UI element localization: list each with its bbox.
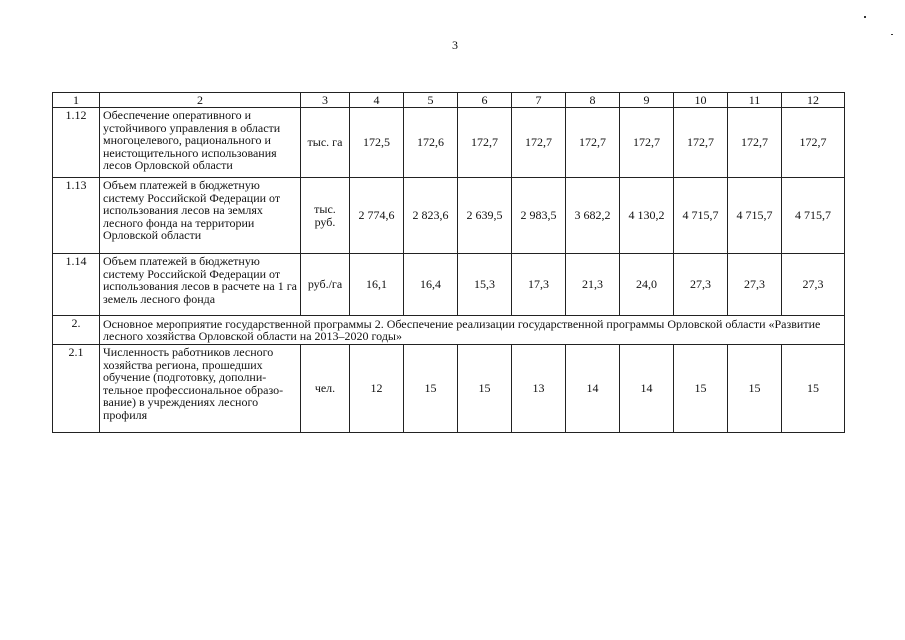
scan-speck xyxy=(891,34,893,35)
value-cell: 24,0 xyxy=(620,254,674,316)
indicator-description: Объем платежей в бюджетную систему Российской Федерации от использования лесов в расчете на 1 га земель лесного фонда xyxy=(100,254,301,316)
value-cell: 172,6 xyxy=(404,108,458,178)
value-cell: 15 xyxy=(458,345,512,433)
table-row xyxy=(53,345,845,433)
value-cell: 172,7 xyxy=(566,108,620,178)
page-number: 3 xyxy=(452,38,458,52)
indicator-description: Обеспечение оперативного и устойчивого управления в области многоцелевого, рационального и неистощительного использования лесов Орловской области xyxy=(100,108,301,178)
column-header: 3 xyxy=(301,93,350,108)
value-cell: 4 130,2 xyxy=(620,178,674,254)
value-cell: 27,3 xyxy=(674,254,728,316)
value-cell: 16,1 xyxy=(350,254,404,316)
value-cell: 3 682,2 xyxy=(566,178,620,254)
column-header: 4 xyxy=(350,93,404,108)
value-cell: 27,3 xyxy=(782,254,845,316)
table-row xyxy=(53,254,845,316)
value-cell: 172,7 xyxy=(620,108,674,178)
value-cell: 4 715,7 xyxy=(782,178,845,254)
indicator-description: Численность работников лесного хозяйства региона, прошедших обучение (подготовку, дополни-тельное профессиональное образо-вание) в учреждениях лесного профиля xyxy=(100,345,301,433)
value-cell: 15 xyxy=(728,345,782,433)
row-number: 2.1 xyxy=(53,345,100,433)
value-cell: 2 774,6 xyxy=(350,178,404,254)
value-cell: 21,3 xyxy=(566,254,620,316)
table-row xyxy=(53,108,845,178)
row-number: 2. xyxy=(53,316,100,345)
value-cell: 16,4 xyxy=(404,254,458,316)
unit-cell: чел. xyxy=(301,345,350,433)
value-cell: 172,5 xyxy=(350,108,404,178)
value-cell: 12 xyxy=(350,345,404,433)
value-cell: 13 xyxy=(512,345,566,433)
indicator-table xyxy=(52,92,845,433)
column-header: 6 xyxy=(458,93,512,108)
table-row xyxy=(53,178,845,254)
value-cell: 172,7 xyxy=(458,108,512,178)
column-header: 2 xyxy=(100,93,301,108)
value-cell: 2 983,5 xyxy=(512,178,566,254)
column-header: 1 xyxy=(53,93,100,108)
scan-speck xyxy=(864,16,866,18)
section-row xyxy=(53,316,845,345)
column-header: 12 xyxy=(782,93,845,108)
value-cell: 15 xyxy=(674,345,728,433)
row-number: 1.13 xyxy=(53,178,100,254)
column-header-row xyxy=(53,93,845,108)
value-cell: 4 715,7 xyxy=(674,178,728,254)
value-cell: 4 715,7 xyxy=(728,178,782,254)
unit-cell: тыс. руб. xyxy=(301,178,350,254)
value-cell: 2 639,5 xyxy=(458,178,512,254)
indicator-description: Объем платежей в бюджетную систему Российской Федерации от использования лесов на землях лесного фонда на территории Орловской области xyxy=(100,178,301,254)
column-header: 10 xyxy=(674,93,728,108)
value-cell: 14 xyxy=(620,345,674,433)
column-header: 7 xyxy=(512,93,566,108)
column-header: 5 xyxy=(404,93,458,108)
value-cell: 172,7 xyxy=(728,108,782,178)
column-header: 11 xyxy=(728,93,782,108)
value-cell: 15 xyxy=(782,345,845,433)
value-cell: 17,3 xyxy=(512,254,566,316)
column-header: 8 xyxy=(566,93,620,108)
row-number: 1.12 xyxy=(53,108,100,178)
value-cell: 14 xyxy=(566,345,620,433)
value-cell: 2 823,6 xyxy=(404,178,458,254)
value-cell: 15 xyxy=(404,345,458,433)
unit-cell: руб./га xyxy=(301,254,350,316)
value-cell: 172,7 xyxy=(782,108,845,178)
value-cell: 15,3 xyxy=(458,254,512,316)
unit-cell: тыс. га xyxy=(301,108,350,178)
value-cell: 172,7 xyxy=(674,108,728,178)
row-number: 1.14 xyxy=(53,254,100,316)
value-cell: 172,7 xyxy=(512,108,566,178)
section-description: Основное мероприятие государственной программы 2. Обеспечение реализации государственной программы Орловской области «Развитие лесного хозяйства Орловской области на 2013–2020 годы» xyxy=(100,316,845,345)
column-header: 9 xyxy=(620,93,674,108)
value-cell: 27,3 xyxy=(728,254,782,316)
